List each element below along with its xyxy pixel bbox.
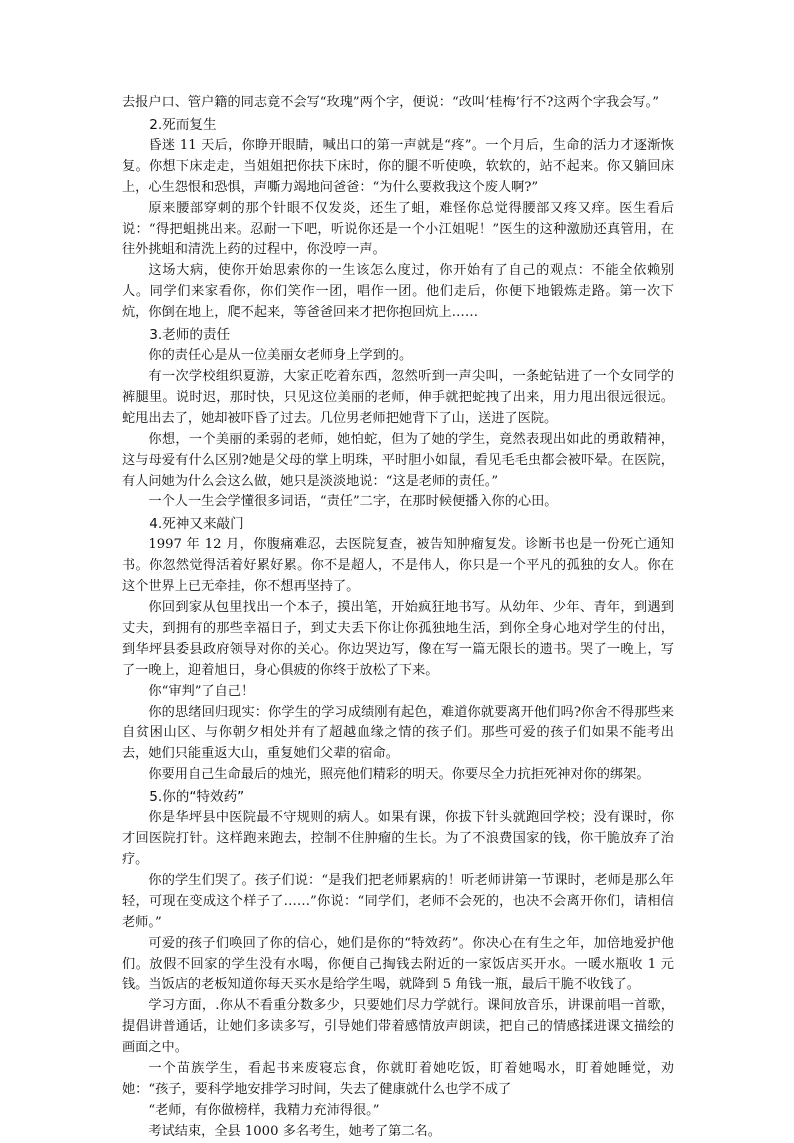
- paragraph: 你回到家从包里找出一个本子，摸出笔，开始疯狂地书写。从幼年、少年、青年，到遇到丈夫，到拥有的那些幸福日子，到丈夫丢下你让你孤独地生活，到你全身心地对学生的付出，到华坪县委县政府领导对你的关心。你边哭边写，像在写一篇无限长的遗书。哭了一晚上，写了一晚上，迎着旭日，身心俱疲的你终于放松了下来。: [122, 600, 674, 678]
- paragraph: 原来腰部穿刺的那个针眼不仅发炎，还生了蛆，难怪你总觉得腰部又疼又痒。医生看后说：“得把蛆挑出来。忍耐一下吧，听说你还是一个小江姐呢！”医生的这种激励还真管用，在往外挑蛆和清洗上药的过程中，你没哼一声。: [122, 200, 674, 258]
- section-heading-2: 2.死而复生: [149, 116, 217, 133]
- paragraph: 你的学生们哭了。孩子们说：“是我们把老师累病的！听老师讲第一节课时，老师是那么年轻，可现在变成这个样子了……”你说：“同学们，老师不会死的，也决不会离开你们，请相信老师。”: [122, 872, 674, 930]
- section-heading-5: 5.你的“特效药”: [149, 789, 245, 806]
- paragraph: 你的思绪回归现实：你学生的学习成绩刚有起色，难道你就要离开他们吗?你舍不得那些来自贫困山区、与你朝夕相处并有了超越血缘之情的孩子们。那些可爱的孩子们如果不能考出去，她们只能重返大山，重复她们父辈的宿命。: [122, 704, 674, 762]
- paragraph: 有一次学校组织夏游，大家正吃着东西，忽然听到一声尖叫，一条蛇钻进了一个女同学的裤腿里。说时迟，那时快，只见这位美丽的老师，伸手就把蛇拽了出来，用力甩出很远很远。蛇甩出去了，她却被吓昏了过去。几位男老师把她背下了山，送进了医院。: [122, 368, 674, 426]
- article-body: [122, 93, 674, 1143]
- paragraph: 可爱的孩子们唤回了你的信心，她们是你的“特效药”。你决心在有生之年，加倍地爱护他们。放假不回家的学生没有水喝，你便自己掏钱去附近的一家饭店买开水。一暖水瓶收 1 元钱。当饭店的老板知道你每天买水是给学生喝，就降到 5 角钱一瓶，最后干脆不收钱了。: [122, 935, 674, 993]
- paragraph: 这场大病，使你开始思索你的一生该怎么度过，你开始有了自己的观点：不能全依赖别人。同学们来家看你，你们笑作一团，唱作一团。他们走后，你便下地锻炼走路。第一次下炕，你倒在地上，爬不起来，等爸爸回来才把你抱回炕上……: [122, 263, 674, 321]
- paragraph: 你的责任心是从一位美丽女老师身上学到的。: [148, 348, 413, 364]
- paragraph: 学习方面，.你从不看重分数多少，只要她们尽力学就行。课间放音乐，讲课前唱一首歌，提倡讲普通话，让她们多读多写，引导她们带着感情放声朗读，把自己的情感揉进课文描绘的画面之中。: [122, 998, 674, 1056]
- paragraph: 考试结束，全县 1000 多名考生，她考了第二名。: [148, 1123, 441, 1139]
- paragraph: 你想，一个美丽的柔弱的老师，她怕蛇，但为了她的学生，竟然表现出如此的勇敢精神，这与母爱有什么区别?她是父母的掌上明珠，平时胆小如鼠，看见毛毛虫都会被吓晕。在医院，有人问她为什么会这么做，她只是淡淡地说：“这是老师的责任。”: [122, 431, 674, 489]
- paragraph: 你“审判”了自己！: [148, 683, 255, 699]
- paragraph: 1997 年 12 月，你腹痛难忍，去医院复查，被告知肿瘤复发。诊断书也是一份死亡通知书。你忽然觉得活着好累好累。你不是超人，不是伟人，你只是一个平凡的孤独的女人。你在这个世界上已无牵挂，你不想再坚持了。: [122, 537, 674, 595]
- section-heading-3: 3.老师的责任: [149, 327, 231, 344]
- paragraph: 你是华坪县中医院最不守规则的病人。如果有课，你拔下针头就跑回学校；没有课时，你才回医院打针。这样跑来跑去，控制不住肿瘤的生长。为了不浪费国家的钱，你干脆放弃了治疗。: [122, 810, 674, 867]
- paragraph: 昏迷 11 天后，你睁开眼睛，喊出口的第一声就是“疼”。一个月后，生命的活力才逐渐恢复。你想下床走走，当姐姐把你扶下床时，你的腿不听使唤，软软的，站不起来。你又躺回床上，心生怨恨和恐惧，声嘶力竭地问爸爸：“为什么要救我这个废人啊?”: [122, 137, 674, 195]
- lead-paragraph: 去报户口、管户籍的同志竟不会写“玫瑰”两个字，便说：“改叫‘桂梅’行不?这两个字我会写。”: [122, 95, 659, 110]
- paragraph: 一个苗族学生，看起书来废寝忘食，你就盯着她吃饭，盯着她喝水，盯着她睡觉，劝她：“孩子，要科学地安排学习时间，失去了健康就什么也学不成了: [122, 1061, 674, 1097]
- paragraph: 你要用自己生命最后的烛光，照亮他们精彩的明天。你要尽全力抗拒死神对你的绑架。: [148, 767, 650, 783]
- section-heading-4: 4.死神又来敲门: [149, 516, 244, 533]
- paragraph: “老师，有你做榜样，我精力充沛得很。”: [148, 1102, 380, 1118]
- paragraph: 一个人一生会学懂很多词语，“责任”二字，在那时候便播入你的心田。: [148, 494, 558, 510]
